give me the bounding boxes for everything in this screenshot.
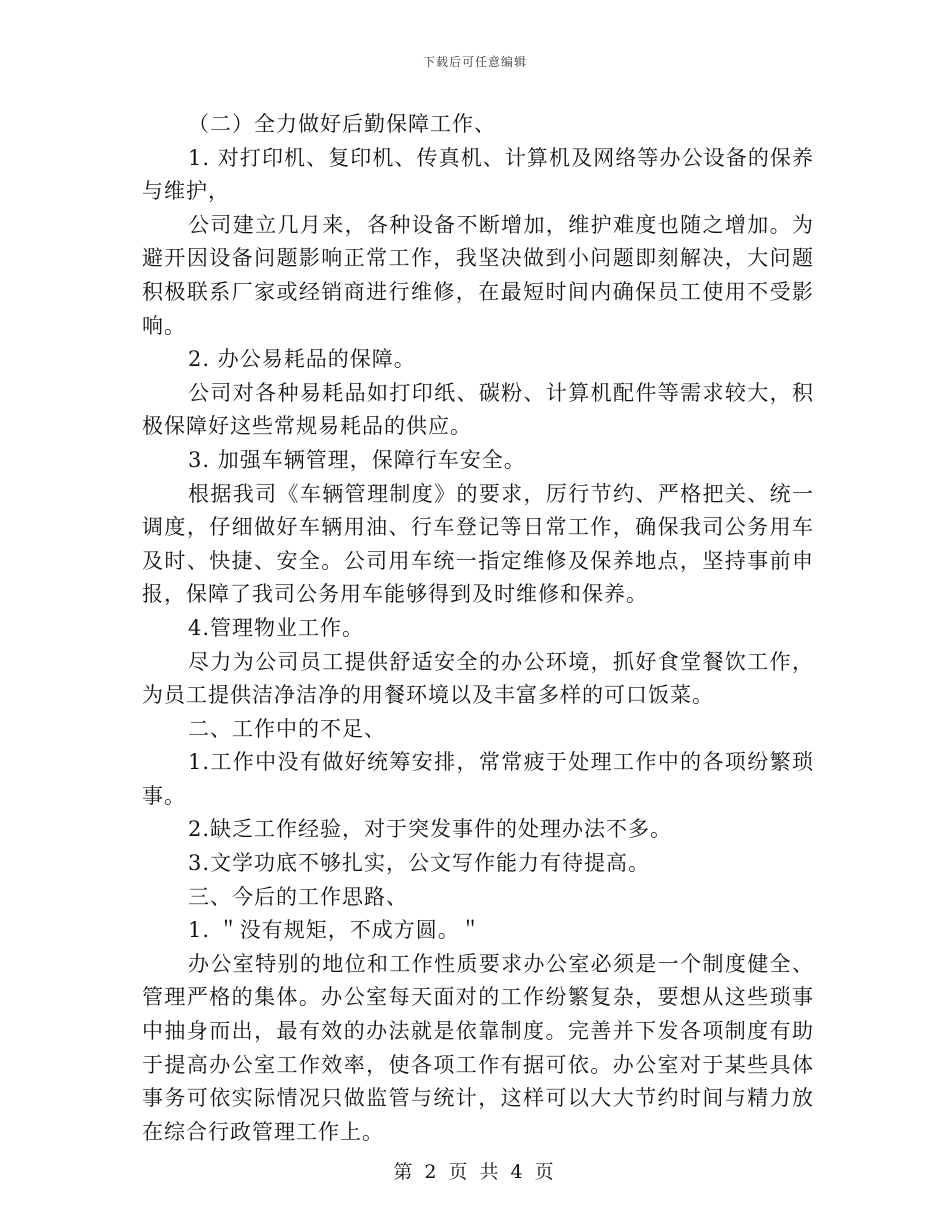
paragraph-12: 2.缺乏工作经验，对于突发事件的处理办法不多。	[188, 817, 673, 842]
paragraph-15: 1. ＂没有规矩，不成方圆。＂	[188, 918, 482, 943]
paragraph-9: 尽力为公司员工提供舒适安全的办公环境，抓好食堂餐饮工作，为员工提供洁净洁净的用餐环境以及丰富多样的可口饭菜。	[142, 649, 814, 708]
paragraph-16: 办公室特别的地位和工作性质要求办公室必须是一个制度健全、管理严格的集体。办公室每天面对的工作纷繁复杂，要想从这些琐事中抽身而出，最有效的办法就是依靠制度。完善并下发各项制度有助于提高办公室工作效率，使各项工作有据可依。办公室对于某些具体事务可依实际情况只做监管与统计，这样可以大大节约时间与精力放在综合行政管理工作上。	[142, 951, 814, 1144]
paragraph-11: 1.工作中没有做好统筹安排，常常疲于处理工作中的各项纷繁琐事。	[142, 750, 814, 808]
paragraph-6: 3. 加强车辆管理，保障行车安全。	[188, 447, 526, 472]
paragraph-14: 三、今后的工作思路、	[188, 884, 408, 909]
paragraph-8: 4.管理物业工作。	[188, 615, 365, 640]
paragraph-2: 1. 对打印机、复印机、传真机、计算机及网络等办公设备的保养与维护，	[142, 145, 814, 204]
paragraph-13: 3.文学功底不够扎实，公文写作能力有待提高。	[188, 851, 651, 876]
paragraph-3: 公司建立几月来，各种设备不断增加，维护难度也随之增加。为避开因设备问题影响正常工作，我坚决做到小问题即刻解决，大问题积极联系厂家或经销商进行维修，在最短时间内确保员工使用不受影响。	[142, 212, 814, 338]
page-header: 下载后可任意编辑	[422, 55, 527, 69]
paragraph-1: （二）全力做好后勤保障工作、	[188, 112, 496, 136]
paragraph-10: 二、工作中的不足、	[188, 716, 386, 741]
paragraph-5: 公司对各种易耗品如打印纸、碳粉、计算机配件等需求较大，积极保障好这些常规易耗品的供应。	[142, 380, 814, 439]
page-number-footer: 第 2 页 共 4 页	[393, 1161, 557, 1183]
paragraph-7: 根据我司《车辆管理制度》的要求，厉行节约、严格把关、统一调度，仔细做好车辆用油、行车登记等日常工作，确保我司公务用车及时、快捷、安全。公司用车统一指定维修及保养地点，坚持事前申报，保障了我司公务用车能够得到及时维修和保养。	[142, 481, 814, 607]
paragraph-4: 2. 办公易耗品的保障。	[188, 347, 416, 372]
document-body	[142, 108, 814, 1149]
